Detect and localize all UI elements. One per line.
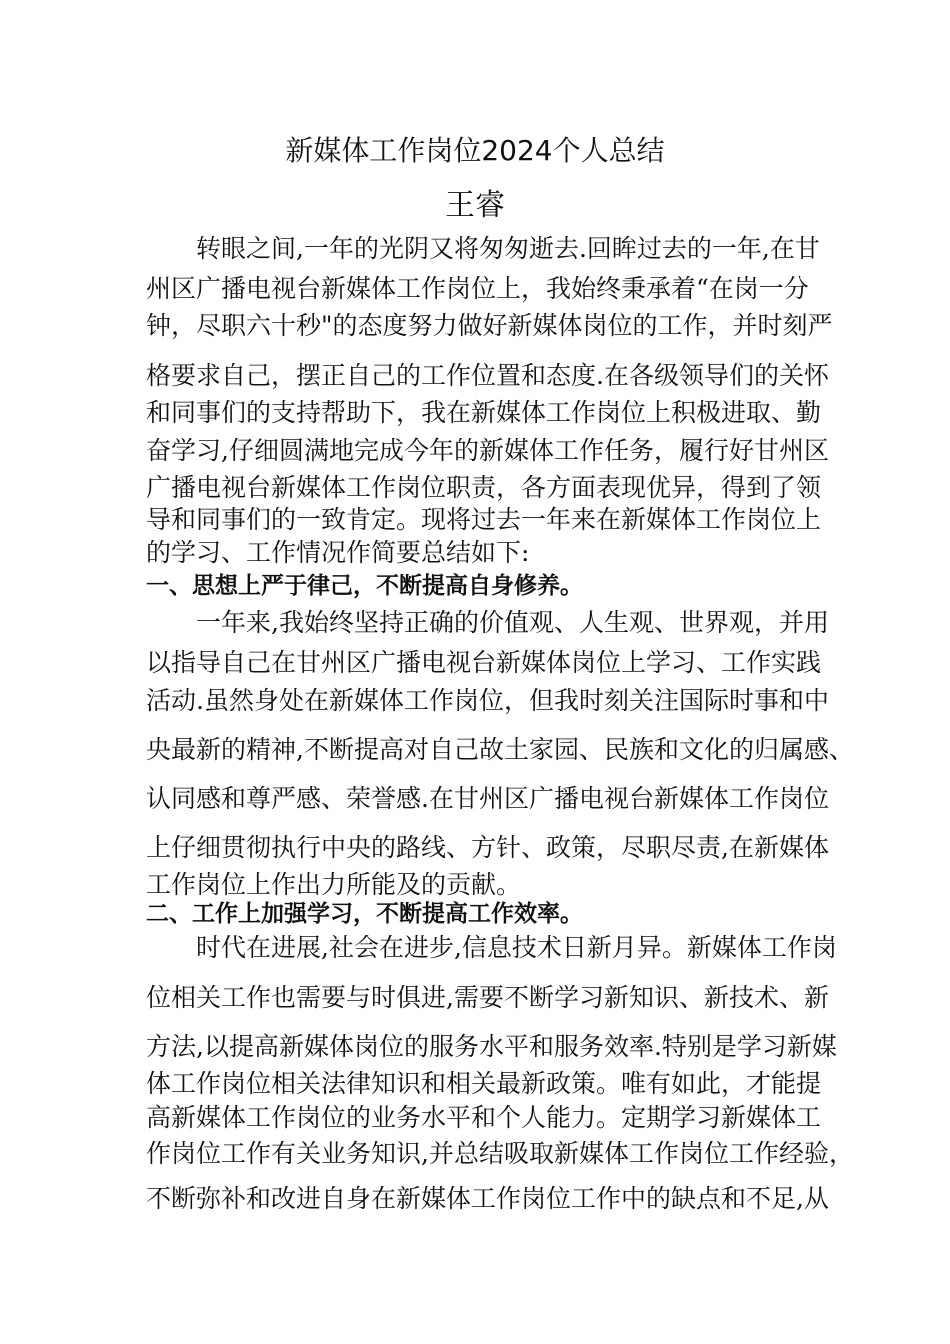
section2-line: 位相关工作也需要与时俱进,需要不断学习新知识、新技术、新 — [146, 983, 829, 1012]
document-title: 新媒体工作岗位2024个人总结 — [285, 134, 665, 167]
intro-line: 转眼之间,一年的光阴又将匆匆逝去.回眸过去的一年,在甘 — [146, 234, 820, 263]
section1-line: 央最新的精神,不断提高对自己故土家园、民族和文化的归属感、 — [146, 735, 854, 764]
section2-line: 作岗位工作有关业务知识,并总结吸取新媒体工作岗位工作经验， — [146, 1139, 854, 1168]
section-heading: 一、思想上严于律己，不断提高自身修养。 — [146, 573, 583, 599]
section2-line: 体工作岗位相关法律知识和相关最新政策。唯有如此，才能提 — [146, 1069, 822, 1098]
intro-line: 钟，尽职六十秒"的态度努力做好新媒体岗位的工作，并时刻严 — [146, 311, 833, 340]
section1-line: 一年来,我始终坚持正确的价值观、人生观、世界观，并用 — [146, 608, 829, 637]
intro-line: 广播电视台新媒体工作岗位职责，各方面表现优异，得到了领 — [146, 473, 822, 502]
document-author: 王睿 — [445, 188, 505, 223]
section-heading: 二、工作上加强学习，不断提高工作效率。 — [146, 901, 583, 927]
section2-line: 方法,以提高新媒体岗位的服务水平和服务效率.特别是学习新媒 — [146, 1032, 837, 1061]
section2-line: 高新媒体工作岗位的业务水平和个人能力。定期学习新媒体工 — [146, 1103, 822, 1132]
intro-line: 和同事们的支持帮助下，我在新媒体工作岗位上积极进取、勤 — [146, 398, 822, 427]
section1-line: 认同感和尊严感、荣誉感.在甘州区广播电视台新媒体工作岗位 — [146, 784, 829, 813]
intro-line: 格要求自己，摆正自己的工作位置和态度.在各级领导们的关怀 — [146, 361, 829, 390]
intro-line: 的学习、工作情况作简要总结如下: — [146, 538, 530, 567]
intro-line: 奋学习,仔细圆满地完成今年的新媒体工作任务，履行好甘州区 — [146, 436, 829, 465]
section2-line: 时代在进展,社会在进步,信息技术日新月异。新媒体工作岗 — [146, 933, 837, 962]
intro-line: 州区广播电视台新媒体工作岗位上，我始终秉承着“在岗一分 — [146, 274, 809, 303]
section1-line: 以指导自己在甘州区广播电视台新媒体岗位上学习、工作实践 — [146, 648, 822, 677]
section1-line: 上仔细贯彻执行中央的路线、方针、政策，尽职尽责,在新媒体 — [146, 833, 829, 862]
section2-line: 不断弥补和改进自身在新媒体工作岗位工作中的缺点和不足,从 — [146, 1184, 829, 1213]
intro-line: 导和同事们的一致肯定。现将过去一年来在新媒体工作岗位上 — [146, 505, 822, 534]
section1-line: 工作岗位上作出力所能及的贡献。 — [146, 870, 522, 899]
section1-line: 活动.虽然身处在新媒体工作岗位，但我时刻关注国际时事和中 — [146, 686, 829, 715]
